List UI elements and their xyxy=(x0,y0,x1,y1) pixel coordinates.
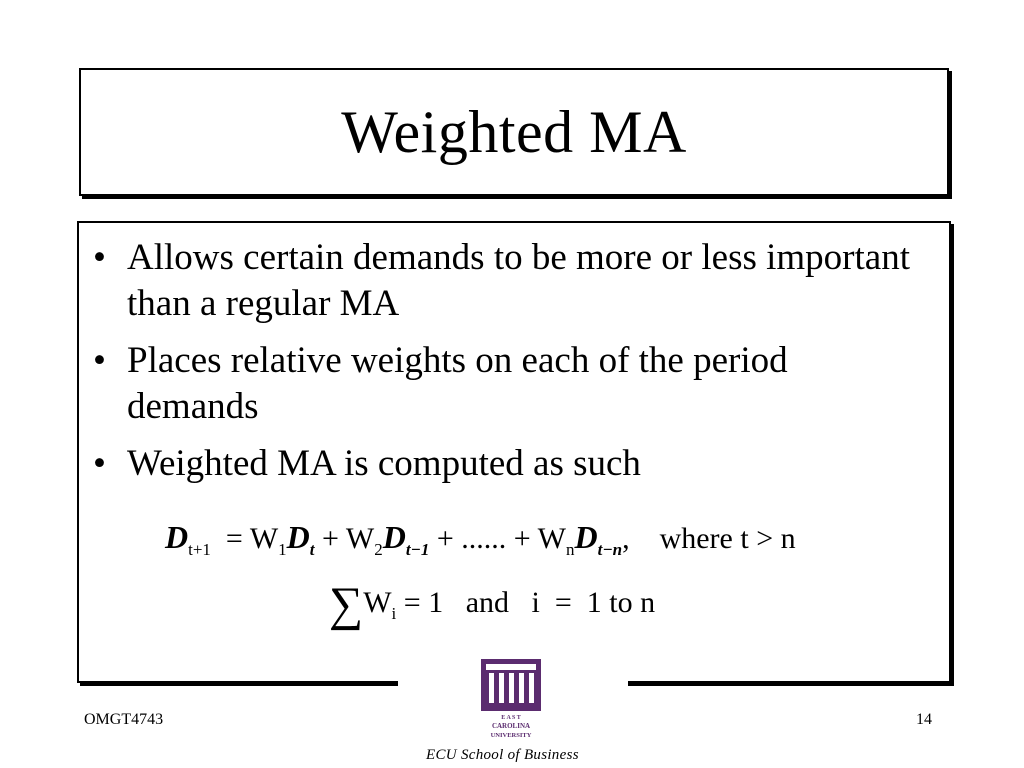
formula-sub: 1 xyxy=(278,540,287,559)
weights-sum-formula xyxy=(329,577,655,632)
formula-weight: W xyxy=(537,522,566,555)
logo-text: UNIVERSITY xyxy=(490,732,532,739)
bullet-item: • Allows certain demands to be more or less important than a regular MA xyxy=(89,235,919,327)
bullet-item: • Places relative weights on each of the period demands xyxy=(89,338,919,430)
formula-op: = xyxy=(225,522,243,555)
formula-op: + xyxy=(321,522,339,555)
formula-op: , xyxy=(622,522,630,555)
formula-sub: t−n xyxy=(597,540,623,559)
formula-weight: W xyxy=(249,522,279,555)
formula-condition: where t > n xyxy=(659,522,796,555)
weighted-ma-formula xyxy=(165,519,796,560)
course-code: OMGT4743 xyxy=(84,711,164,728)
logo-text: CAROLINA xyxy=(491,722,531,730)
page-number: 14 xyxy=(916,711,932,728)
formula-var: D xyxy=(165,519,189,555)
title-box xyxy=(79,68,949,196)
formula-sub: t xyxy=(309,540,315,559)
bullet-list xyxy=(89,235,919,498)
ecu-logo xyxy=(481,659,541,743)
formula-sub: t+1 xyxy=(188,540,211,559)
formula-var: D xyxy=(286,519,310,555)
formula-var: D xyxy=(382,519,406,555)
formula-weight: W xyxy=(363,586,392,619)
bullet-item: • Weighted MA is computed as such xyxy=(89,441,919,487)
formula-var: D xyxy=(574,519,598,555)
formula-condition: = 1 and i = 1 to n xyxy=(403,586,656,619)
formula-sub: t−1 xyxy=(405,540,430,559)
formula-sub: n xyxy=(565,540,575,559)
formula-sub: i xyxy=(391,604,397,623)
slide-title: Weighted MA xyxy=(341,98,687,165)
logo-text: E A S T xyxy=(501,715,521,721)
formula-op: + ...... + xyxy=(436,522,531,555)
logo-caption: ECU School of Business xyxy=(426,747,579,763)
formula-weight: W xyxy=(345,522,375,555)
content-box xyxy=(77,221,951,683)
formula-sub: 2 xyxy=(374,540,383,559)
sigma-symbol: ∑ xyxy=(329,578,364,631)
